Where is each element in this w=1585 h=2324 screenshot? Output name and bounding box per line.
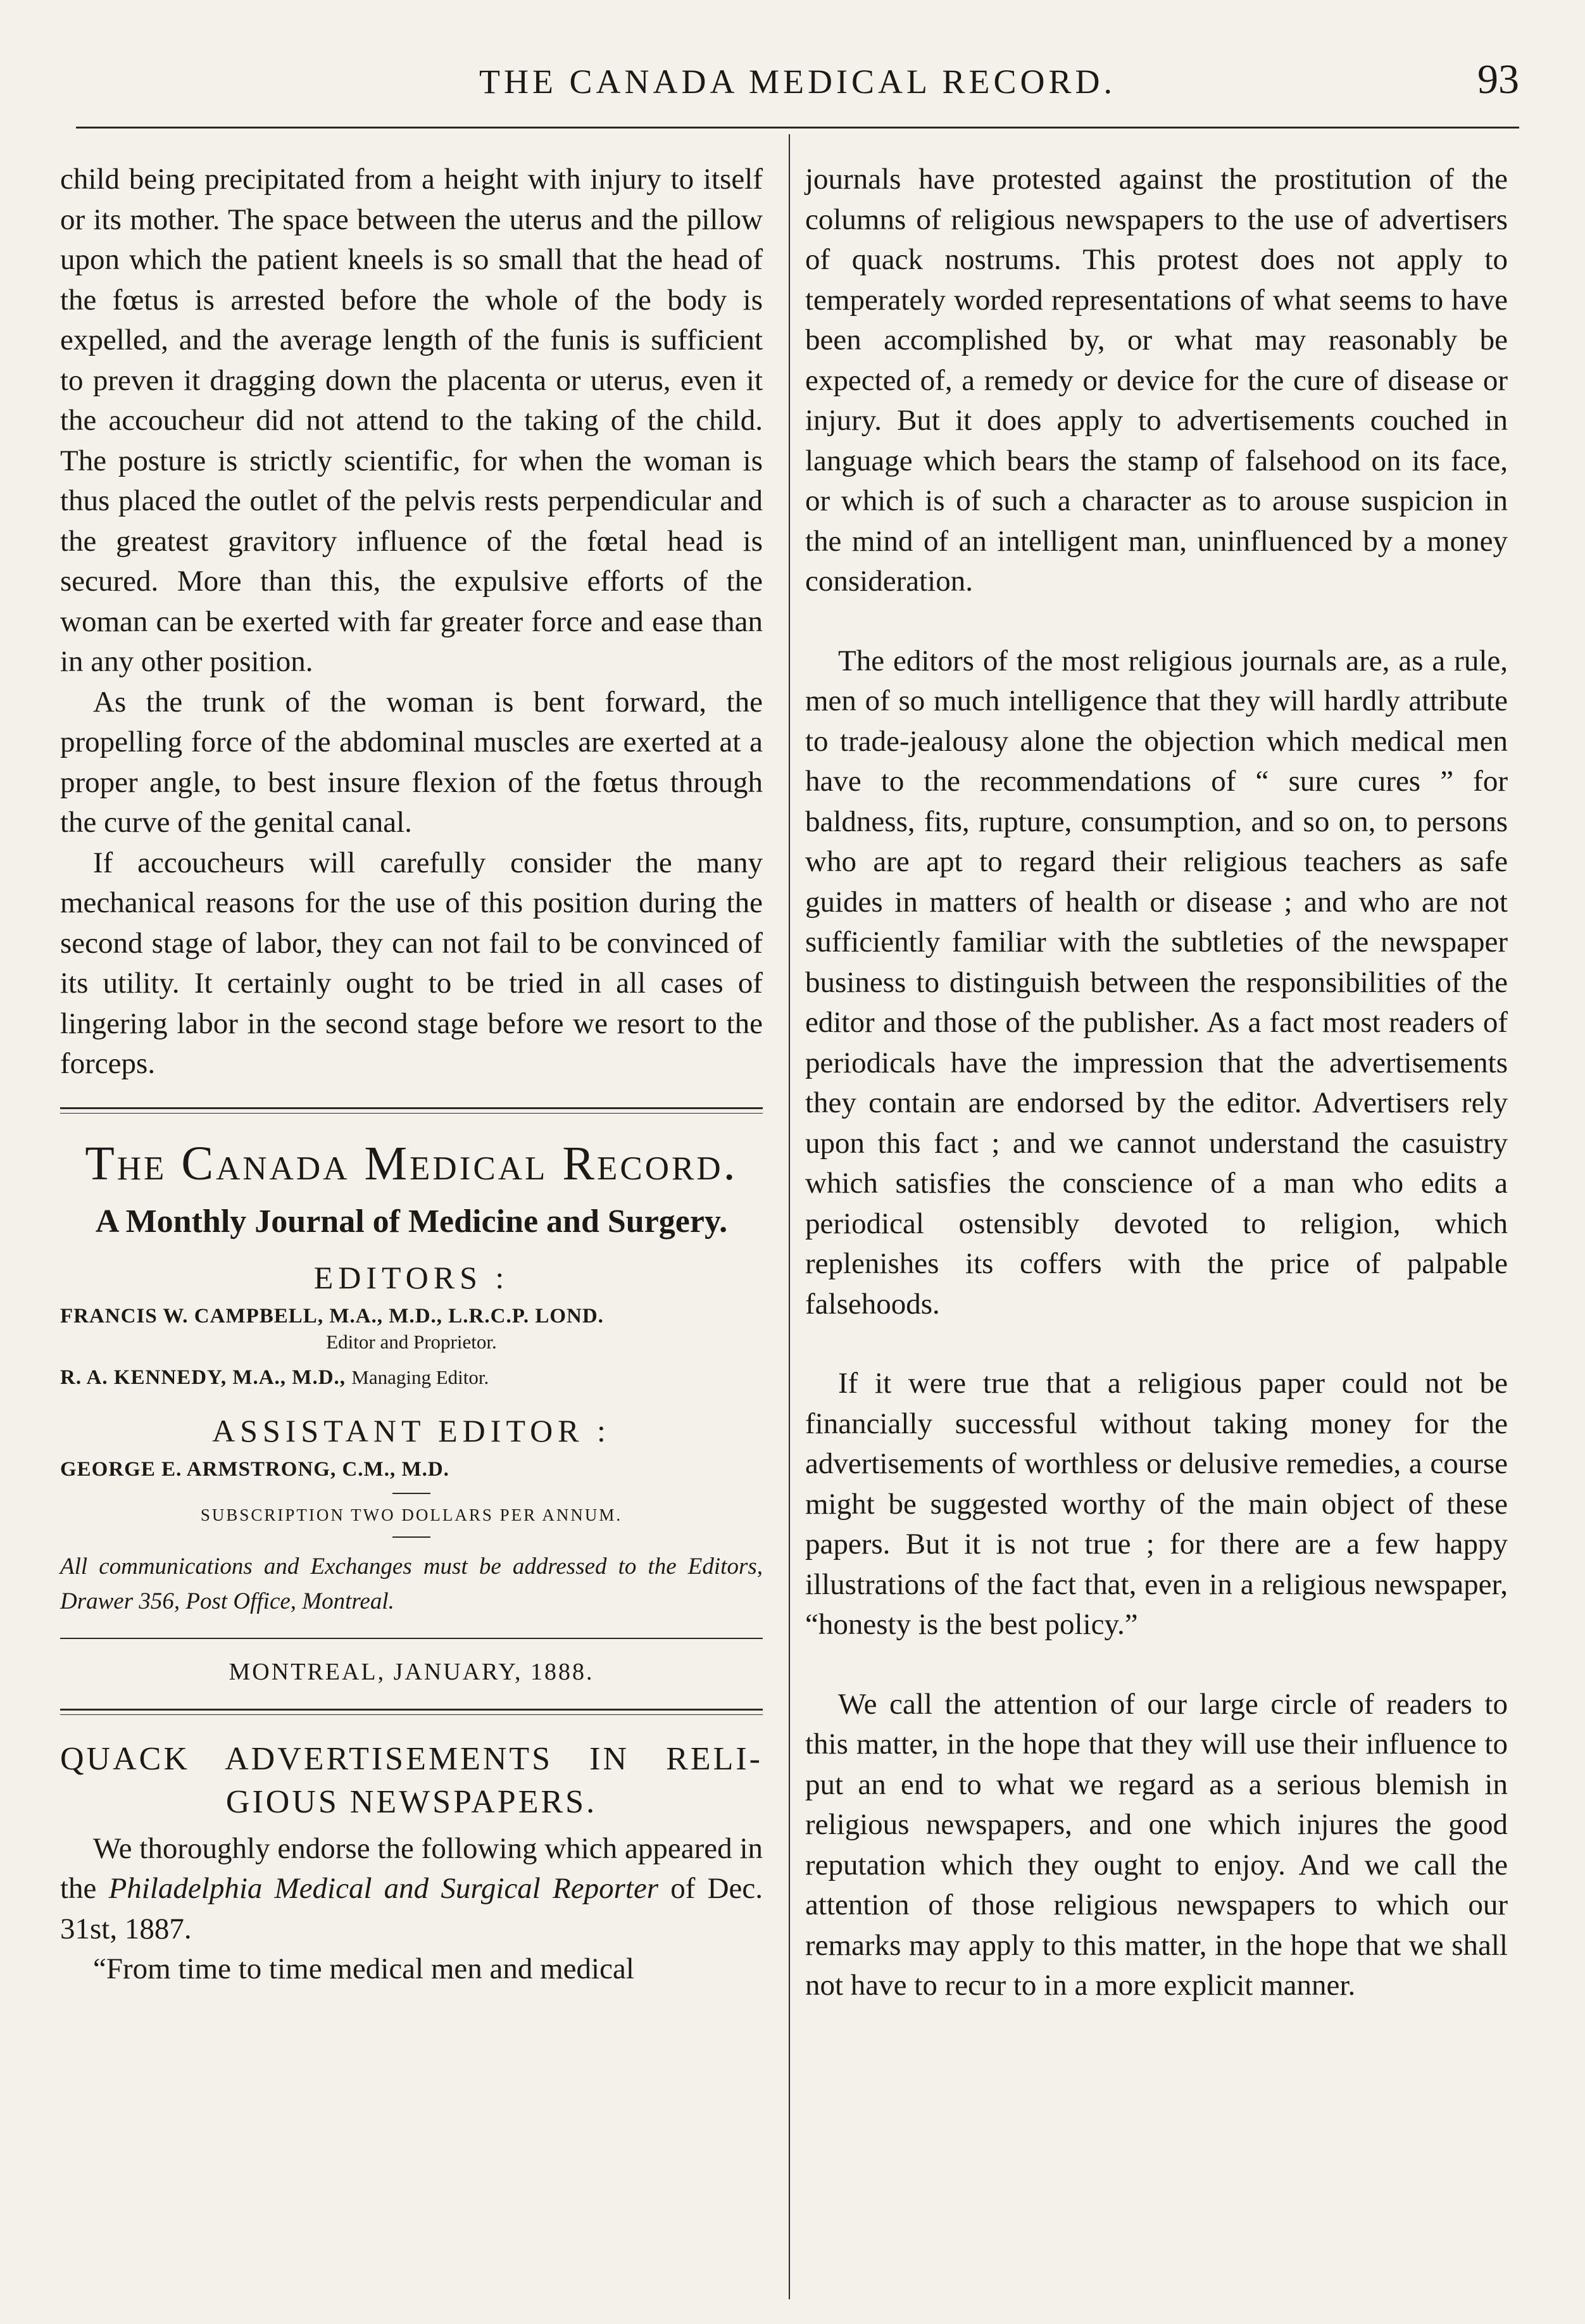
editor-kennedy-name: R. A. KENNEDY, M.A., M.D., bbox=[60, 1366, 346, 1389]
dateline-bottom-rule bbox=[60, 1709, 763, 1715]
article-source: Philadelphia Medical and Surgical Reporter bbox=[108, 1872, 659, 1905]
masthead-title: The Canada Medical Record. bbox=[85, 1136, 738, 1190]
article-intro-tail: of Dec. 31st, 1887. bbox=[60, 1872, 763, 1945]
right-paragraph-3: If it were true that a religious paper could not be financially successful without taking money for the advertisements of worthless or delusive remedies, a course might be suggested worthy of the main object of these papers. But it is not true ; for there are a few happy illustrations of the fact that, even in a religious newspaper, “honesty is the best policy.” bbox=[805, 1367, 1508, 1641]
masthead-subtitle: A Monthly Journal of Medicine and Surgery. bbox=[95, 1203, 728, 1240]
communications-note: All communications and Exchanges must be addressed to the Editors, Drawer 356, Post Office, Montreal. bbox=[60, 1553, 763, 1614]
running-header bbox=[76, 56, 1519, 113]
right-paragraph-1: journals have protested against the prostitution of the columns of religious newspapers to the use of advertisers of quack nostrums. This protest does not apply to temperately worded representations of what seems to have been accomplished by, or what may reasonably be expected of, a remedy or device for the cure of disease or injury. But it does apply to advertisements couched in language which bears the stamp of falsehood on its face, or which is of such a character as to arouse suspicion in the mind of an intelligent man, uninfluenced by a money consideration. bbox=[805, 163, 1508, 598]
left-paragraph-1: child being precipitated from a height with injury to itself or its mother. The space between the uterus and the pillow upon which the patient kneels is so small that the head of the fœtus is arrested before the whole of the body is expelled, and the average length of the funis is sufficient to preven it dragging down the placenta or uterus, even it the accoucheur did not attend to the taking of the child. The posture is strictly scientific, for when the woman is thus placed the outlet of the pelvis rests perpendicular and the greatest gravitory influence of the fœtal head is secured. More than this, the expulsive efforts of the woman can be exerted with far greater force and ease than in any other position. bbox=[60, 163, 763, 678]
article-heading-line-2: GIOUS NEWSPAPERS. bbox=[225, 1783, 598, 1820]
article-heading bbox=[60, 1738, 763, 1824]
editor-kennedy bbox=[60, 1366, 763, 1390]
assistant-editor: GEORGE E. ARMSTRONG, C.M., M.D. bbox=[60, 1457, 449, 1481]
right-column bbox=[805, 160, 1508, 2006]
right-paragraph-2: The editors of the most religious journals are, as a rule, men of so much intelligence that they will hardly attribute to trade-jealousy alone the objection which medical men have to the recommendations of “ sure cures ” for baldness, fits, rupture, consumption, and so on, to persons who are apt to regard their religious teachers as safe guides in matters of health or disease ; and who are not sufficiently familiar with the subtleties of the newspaper business to distinguish between the responsibilities of the editor and those of the publisher. As a fact most readers of periodicals have the impression that the advertisements they contain are endorsed by the editor. Advertisers rely upon this fact ; and we cannot understand the casuistry which satisfies the conscience of a man who edits a periodical ostensibly devoted to religion, which replenishes its coffers with the price of palpable falsehoods. bbox=[805, 644, 1508, 1321]
running-title: THE CANADA MEDICAL RECORD. bbox=[479, 63, 1116, 101]
header-rule bbox=[76, 127, 1519, 129]
left-paragraph-2: As the trunk of the woman is bent forward, the propelling force of the abdominal muscles are exerted at a proper angle, to best insure flexion of the fœtus through the curve of the genital canal. bbox=[60, 685, 763, 839]
article-quote-start: “From time to time medical men and medical bbox=[93, 1952, 634, 1985]
left-column bbox=[60, 160, 763, 1990]
masthead bbox=[60, 1136, 763, 1619]
subscription-note: SUBSCRIPTION TWO DOLLARS PER ANNUM. bbox=[200, 1505, 623, 1524]
column-divider bbox=[789, 134, 790, 2299]
dateline-top-rule bbox=[60, 1638, 763, 1639]
dateline: MONTREAL, JANUARY, 1888. bbox=[229, 1658, 594, 1685]
short-rule-2 bbox=[392, 1536, 430, 1538]
page-number: 93 bbox=[1477, 56, 1519, 103]
editors-label: EDITORS : bbox=[313, 1259, 510, 1295]
article-intro bbox=[60, 1829, 763, 1950]
left-paragraph-3: If accoucheurs will carefully consider the many mechanical reasons for the use of this position during the second stage of labor, they can not fail to be convinced of its utility. It certainly ought to be tried in all cases of lingering labor in the second stage before we resort to the forceps. bbox=[60, 846, 763, 1080]
article-heading-line-1: QUACK ADVERTISEMENTS IN RELI- bbox=[60, 1740, 763, 1777]
short-rule bbox=[392, 1493, 430, 1494]
article-intro-lead: We thoroughly endorse the following which appeared in the bbox=[60, 1831, 763, 1905]
right-paragraph-4: We call the attention of our large circle of readers to this matter, in the hope that they will use their influence to put an end to what we regard as a serious blemish in religious newspapers, and one which injures the good reputation which they ought to enjoy. And we call the attention of those religious newspapers to which our remarks may apply to this matter, in the hope that we shall not have to recur to in a more explicit manner. bbox=[805, 1687, 1508, 2002]
editor-kennedy-role: Managing Editor. bbox=[351, 1366, 489, 1388]
editor-campbell-role: Editor and Proprietor. bbox=[326, 1330, 497, 1353]
assistant-editor-label: ASSISTANT EDITOR : bbox=[212, 1412, 611, 1448]
masthead-top-rule bbox=[60, 1107, 763, 1114]
editor-campbell: FRANCIS W. CAMPBELL, M.A., M.D., L.R.C.P. LOND. bbox=[60, 1304, 604, 1328]
